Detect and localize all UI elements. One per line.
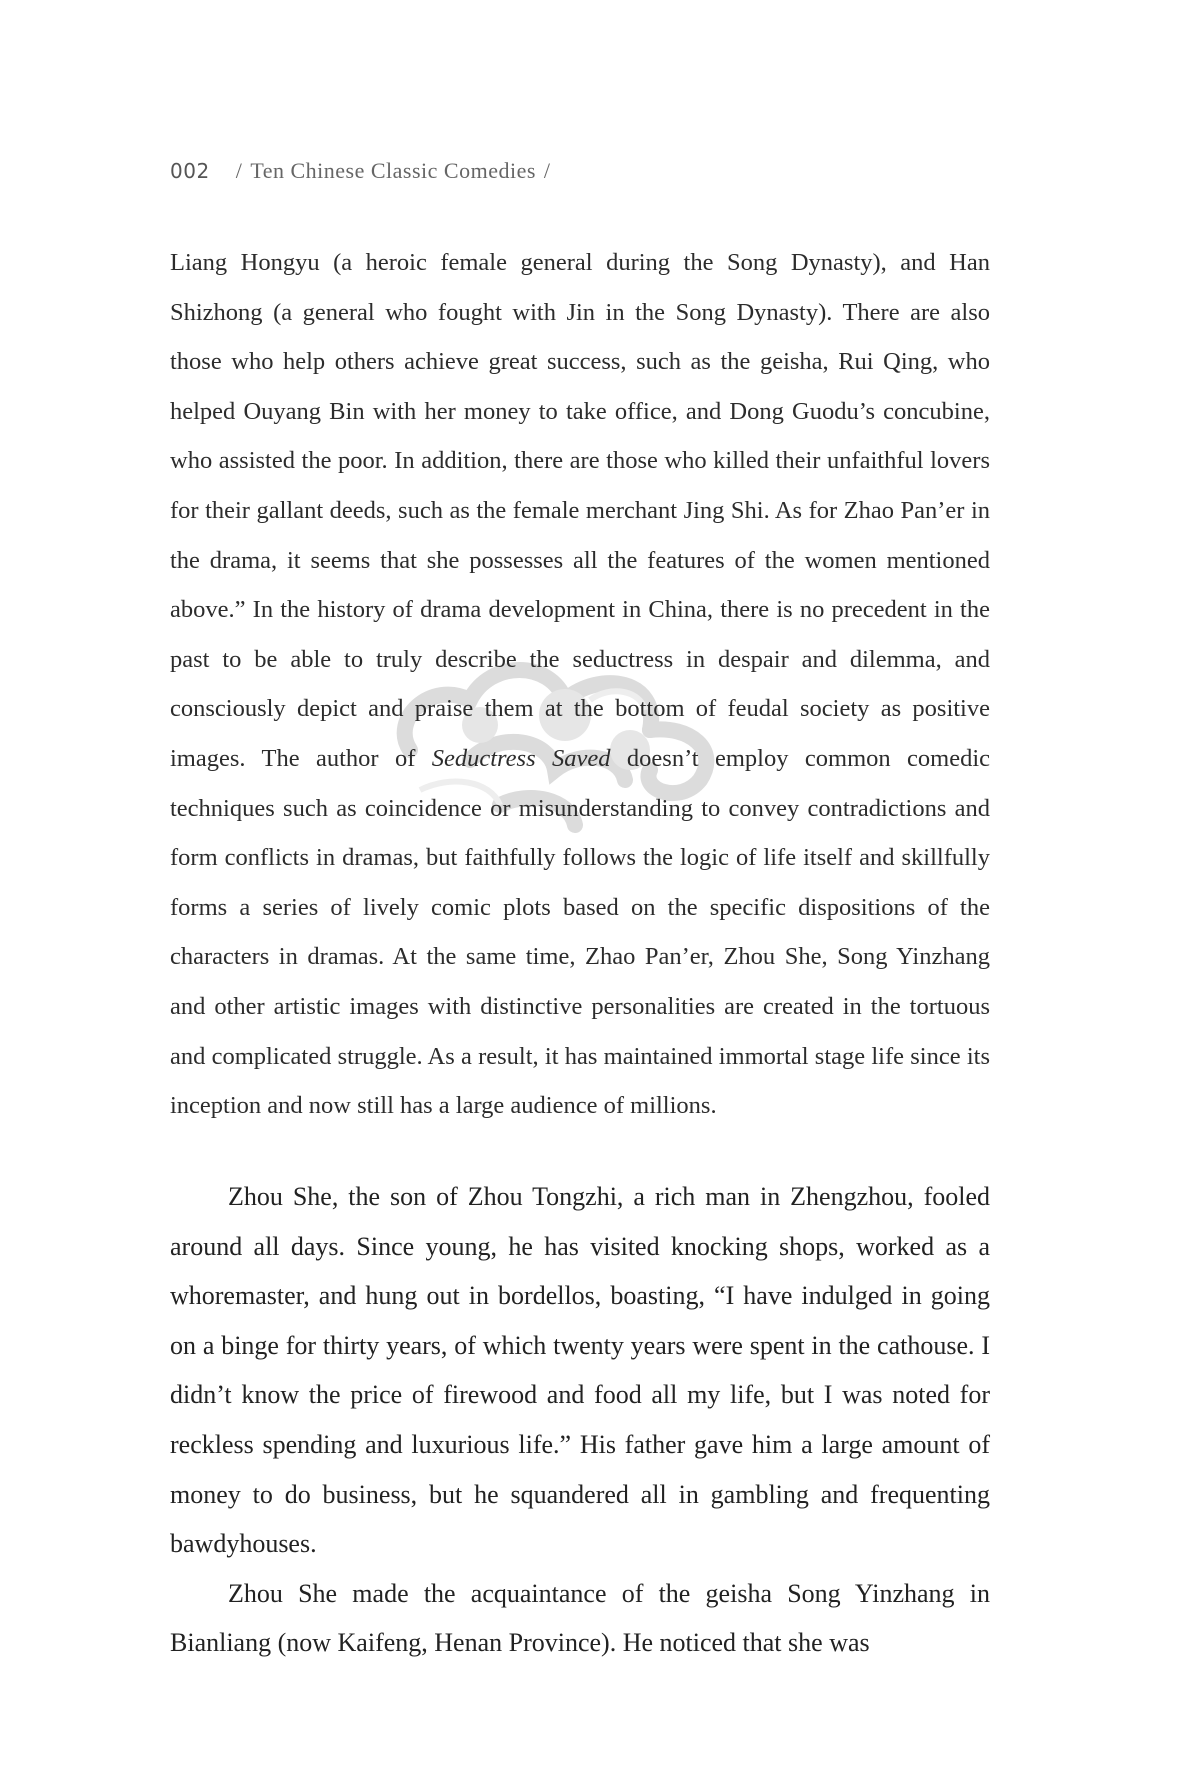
- page-number: 002: [170, 159, 210, 183]
- header-separator-right: /: [543, 158, 551, 183]
- story-paragraph: Zhou She, the son of Zhou Tongzhi, a rich man in Zhengzhou, fooled around all days. Since young, he has visited knocking shops, worked as a whoremaster, and hung out in bordellos, boasting, “I have indulged in going on a binge for thirty years, of which twenty years were spent in the cathouse. I didn’t know the price of firewood and food all my life, but I was noted for reckless spending and luxurious life.” His father gave him a large amount of money to do business, but he squandered all in gambling and frequenting bawdyhouses.: [170, 1182, 990, 1559]
- intro-paragraph: [170, 238, 990, 1131]
- intro-text-part1: Liang Hongyu (a heroic female general during the Song Dynasty), and Han Shizhong (a general who fought with Jin in the Song Dynasty). There are also those who help others achieve great success, such as the geisha, Rui Qing, who helped Ouyang Bin with her money to take office, and Dong Guodu’s concubine, who assisted the poor. In addition, there are those who killed their unfaithful lovers for their gallant deeds, such as the female merchant Jing Shi. As for Zhao Pan’er in the drama, it seems that she possesses all the features of the women mentioned above.” In the history of drama development in China, there is no precedent in the past to be able to truly describe the seductress in despair and dilemma, and consciously depict and praise them at the bottom of feudal society as positive images. The author of: [170, 249, 990, 772]
- intro-text-part2: doesn’t employ common comedic techniques such as coincidence or misunderstanding to convey contradictions and form conflicts in dramas, but faithfully follows the logic of life itself and skillfully forms a series of lively comic plots based on the specific dispositions of the characters in dramas. At the same time, Zhao Pan’er, Zhou She, Song Yinzhang and other artistic images with distinctive personalities are created in the tortuous and complicated struggle. As a result, it has maintained immortal stage life since its inception and now still has a large audience of millions.: [170, 744, 991, 1120]
- header-separator-left: /: [235, 158, 243, 183]
- play-title: Seductress Saved: [431, 744, 611, 772]
- story-paragraph: Zhou She made the acquaintance of the geisha Song Yinzhang in Bianliang (now Kaifeng, Henan Province). He noticed that she was: [170, 1578, 990, 1658]
- running-head: [170, 158, 559, 184]
- book-title: Ten Chinese Classic Comedies: [250, 158, 536, 183]
- story-section: [170, 1172, 990, 1668]
